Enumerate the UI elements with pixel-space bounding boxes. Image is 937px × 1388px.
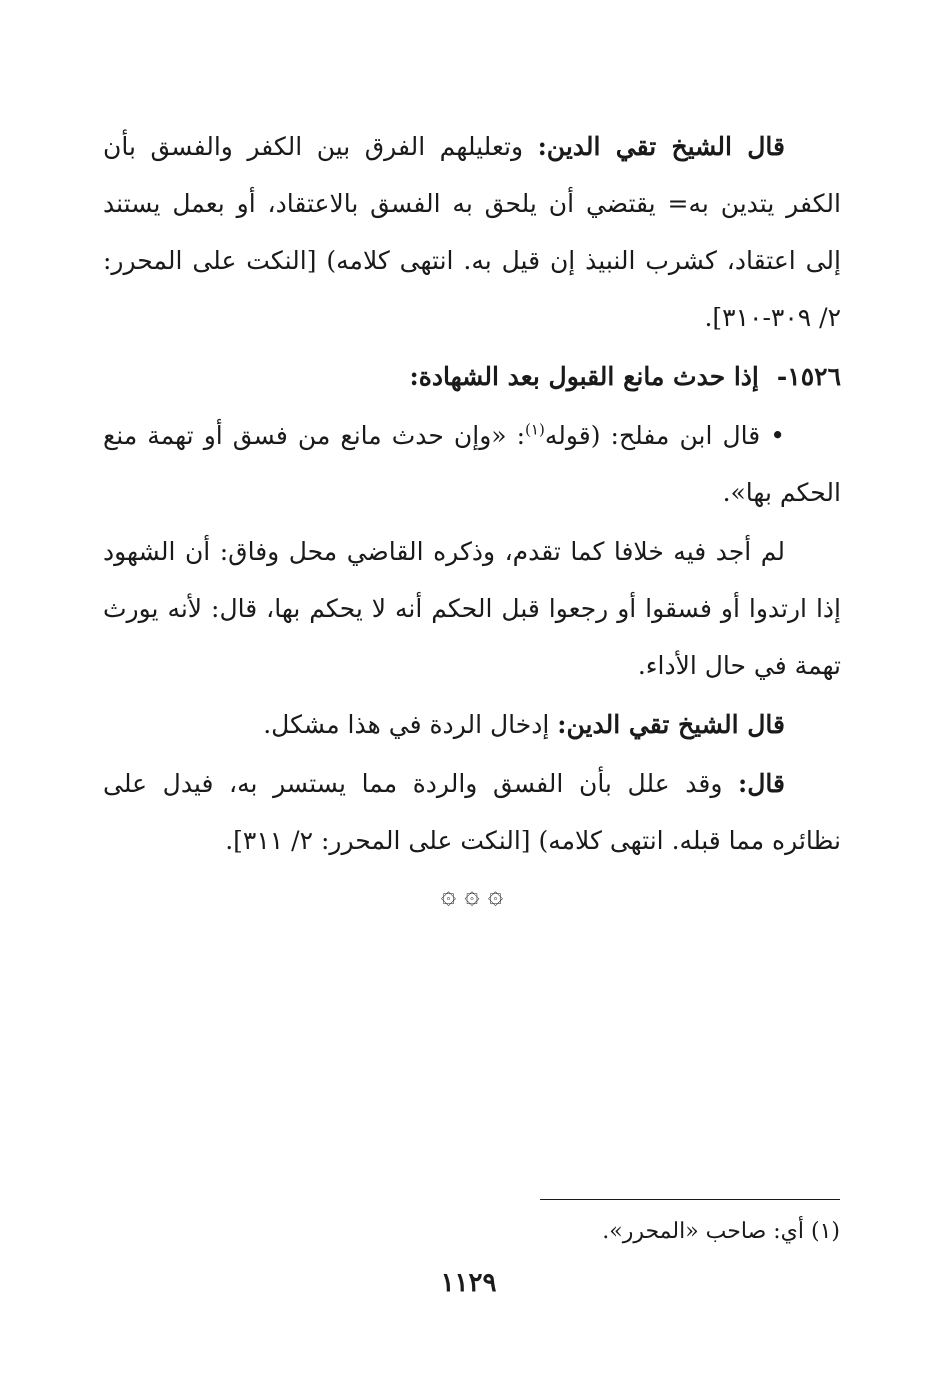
paragraph-text: وقد علل بأن الفسق والردة مما يستسر به، فيدل على نظائره مما قبله. انتهى كلامه) [النكت على المحرر: ٢/ ٣١١]. <box>103 769 841 855</box>
speaker-label: قال الشيخ تقي الدين: <box>557 710 785 739</box>
section-end-ornament-icon: ۞ ۞ ۞ <box>440 880 504 910</box>
paragraph-ibn-muflih <box>103 407 841 521</box>
paragraph-sheikh-taqi-1 <box>103 118 841 346</box>
paragraph-sheikh-taqi-2 <box>103 696 841 753</box>
footnote: (١) أي: صاحب «المحرر». <box>602 1219 840 1244</box>
paragraph-text: إدخال الردة في هذا مشكل. <box>263 710 558 739</box>
bullet-icon: • <box>770 421 785 450</box>
page-number: ١١٢٩ <box>440 1268 497 1298</box>
quote-intro: قال ابن مفلح: (قوله <box>544 421 761 450</box>
page-body <box>103 118 841 915</box>
paragraph-text: لم أجد فيه خلافا كما تقدم، وذكره القاضي محل وفاق: أن الشهود إذا ارتدوا أو فسقوا أو رجعوا قبل الحكم أنه لا يحكم بها، قال: لأنه يورث تهمة في حال الأداء. <box>103 537 841 680</box>
footnote-marker[interactable]: (١) <box>525 420 545 439</box>
section-heading <box>103 348 841 405</box>
paragraph-qala <box>103 755 841 869</box>
section-title: إذا حدث مانع القبول بعد الشهادة: <box>409 362 759 391</box>
speaker-label: قال الشيخ تقي الدين: <box>537 132 785 161</box>
speaker-label: قال: <box>738 769 785 798</box>
section-number: ١٥٢٦- <box>776 362 841 391</box>
paragraph-commentary <box>103 523 841 694</box>
paragraph-text: وتعليلهم الفرق بين الكفر والفسق بأن الكفر يتدين به= يقتضي أن يلحق به الفسق بالاعتقاد، أو بعمل يستند إلى اعتقاد، كشرب النبيذ إن قيل به. انتهى كلامه) [النكت على المحرر: ٢/ ٣٠٩-٣١٠]. <box>103 132 841 332</box>
footnote-divider <box>540 1199 840 1200</box>
quote-text: : «وإن حدث مانع من فسق أو تهمة منع الحكم بها». <box>103 421 841 507</box>
